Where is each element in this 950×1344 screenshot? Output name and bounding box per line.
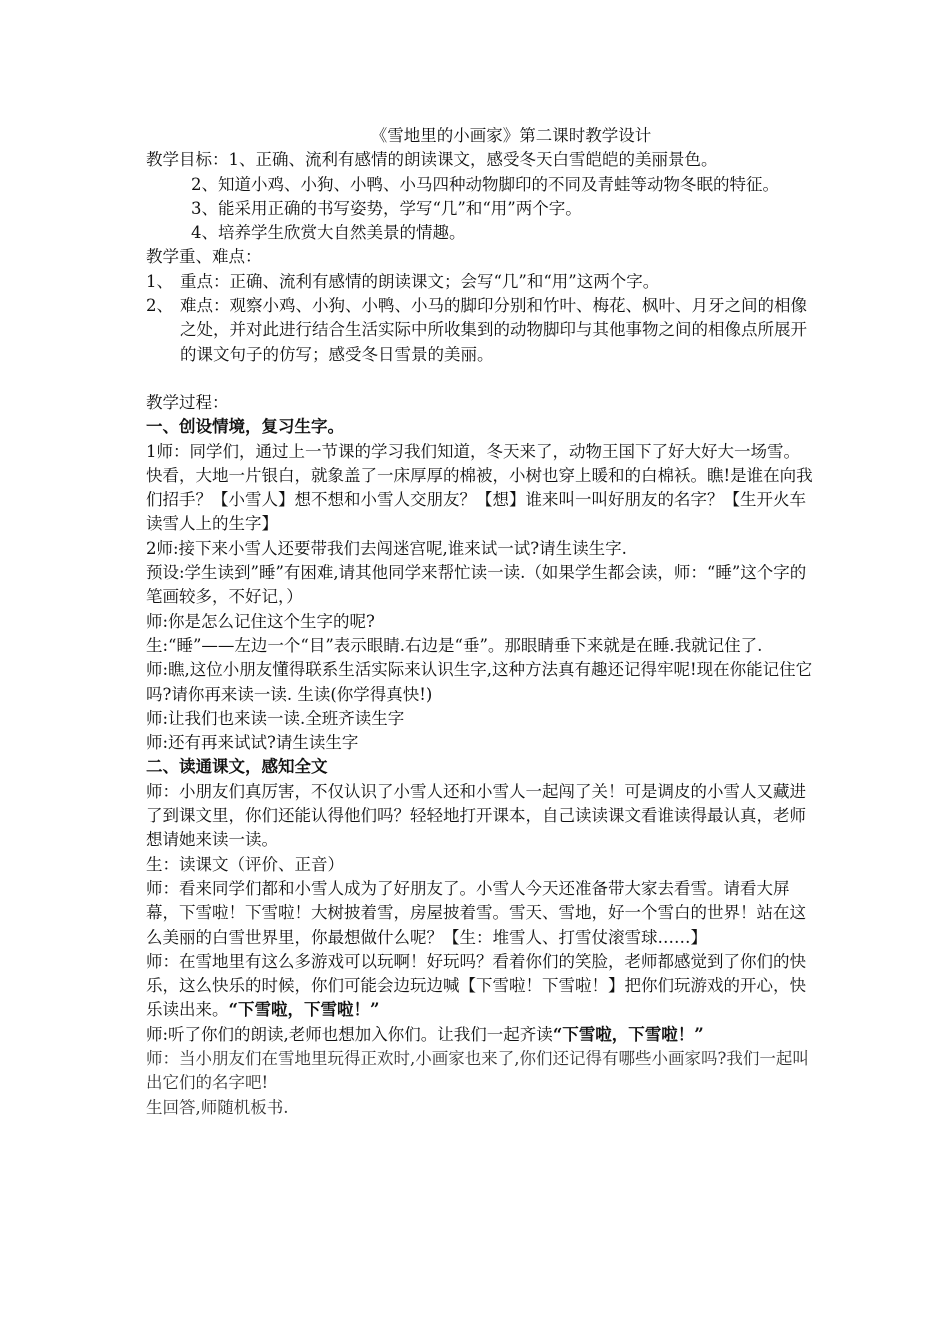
key-point-1-number: 1、 — [146, 271, 173, 291]
key-point-1 — [146, 270, 816, 294]
paragraph: 师:你是怎么记住这个生字的呢? — [146, 611, 375, 631]
paragraph: 生回答,师随机板书. — [146, 1097, 289, 1117]
paragraph: 生：读课文（评价、正音） — [146, 854, 344, 874]
objective-line-2: 2、知道小鸡、小狗、小鸭、小马四种动物脚印的不同及青蛙等动物冬眠的特征。 — [191, 174, 779, 194]
paragraph: 预设:学生读到”睡”有困难,请其他同学来帮忙读一读.（如果学生都会读，师：“睡”这个字的笔画较多，不好记，） — [146, 563, 807, 607]
paragraph: 师：看来同学们都和小雪人成为了好朋友了。小雪人今天还准备带大家去看雪。请看大屏幕，下雪啦！下雪啦！大树披着雪，房屋披着雪。雪天、雪地，好一个雪白的世界！站在这么美丽的白雪世界里，你最想做什么呢？【生：堆雪人、打雪仗滚雪球……】 — [146, 878, 806, 947]
key-point-1-text: 重点：正确、流利有感情的朗读课文；会写“几”和“用”这两个字。 — [180, 271, 660, 291]
bold-quote: “下雪啦，下雪啦！” — [552, 1024, 704, 1044]
document-page — [146, 124, 816, 1120]
key-point-2-number: 2、 — [146, 296, 173, 316]
paragraph: 师：小朋友们真厉害，不仅认识了小雪人还和小雪人一起闯了关！可是调皮的小雪人又藏进了到课文里，你们还能认得他们吗？轻轻地打开课本，自己读读课文看谁读得最认真，老师想请她来读一读。 — [146, 781, 806, 850]
key-point-2 — [146, 294, 816, 367]
section-1-heading: 一、创设情境，复习生字。 — [146, 417, 344, 437]
document-title: 《雪地里的小画家》第二课时教学设计 — [370, 126, 652, 145]
bold-quote: “下雪啦，下雪啦！” — [228, 1000, 380, 1020]
objective-line-1: 教学目标：1、正确、流利有感情的朗读课文，感受冬天白雪皑皑的美丽景色。 — [146, 150, 718, 170]
objective-line-3: 3、能采用正确的书写姿势，学写“几”和“用”两个字。 — [191, 198, 582, 218]
paragraph: 师:瞧,这位小朋友懂得联系生活实际来认识生字,这种方法真有趣还记得牢呢!现在你能记住它吗?请你再来读一读. 生读(你学得真快!) — [146, 660, 813, 704]
paragraph: 师：当小朋友们在雪地里玩得正欢时,小画家也来了,你们还记得有哪些小画家吗?我们一起叫出它们的名字吧! — [146, 1048, 809, 1093]
paragraph-text: 师:听了你们的朗读,老师也想加入你们。让我们一起齐读 — [146, 1024, 553, 1044]
paragraph: 生:“睡”——左边一个“目”表示眼睛.右边是“垂”。那眼睛垂下来就是在睡.我就记住了. — [146, 635, 763, 655]
paragraph: 1师：同学们，通过上一节课的学习我们知道，冬天来了，动物王国下了好大好大一场雪。快看，大地一片银白，就象盖了一床厚厚的棉被，小树也穿上暖和的白棉袄。瞧!是谁在向我们招手？【小雪人】想不想和小雪人交朋友？【想】谁来叫一叫好朋友的名字？【生开火车读雪人上的生字】 — [146, 441, 813, 534]
paragraph: 2师:接下来小雪人还要带我们去闯迷宫呢,谁来试一试?请生读生字. — [146, 538, 627, 558]
paragraph — [146, 1023, 816, 1047]
paragraph: 师:让我们也来读一读.全班齐读生字 — [146, 708, 405, 728]
process-heading: 教学过程： — [146, 392, 229, 412]
paragraph: 师:还有再来试试?请生读生字 — [146, 733, 359, 753]
spacer — [146, 367, 816, 391]
section-2-heading: 二、读通课文，感知全文 — [146, 757, 328, 777]
paragraph-text: 师：在雪地里有这么多游戏可以玩啊！好玩吗？看着你们的笑脸，老师都感觉到了你们的快乐，这么快乐的时候，你们可能会边玩边喊【下雪啦！下雪啦！】把你们玩游戏的开心，快乐读出来。 — [146, 951, 806, 1020]
paragraph — [146, 950, 816, 1023]
key-points-heading: 教学重、难点： — [146, 247, 262, 267]
key-point-2-text: 难点：观察小鸡、小狗、小鸭、小马的脚印分别和竹叶、梅花、枫叶、月牙之间的相像之处，并对此进行结合生活实际中所收集到的动物脚印与其他事物之间的相像点所展开的课文句子的仿写；感受冬日雪景的美丽。 — [180, 296, 807, 364]
objective-line-4: 4、培养学生欣赏大自然美景的情趣。 — [191, 223, 466, 243]
